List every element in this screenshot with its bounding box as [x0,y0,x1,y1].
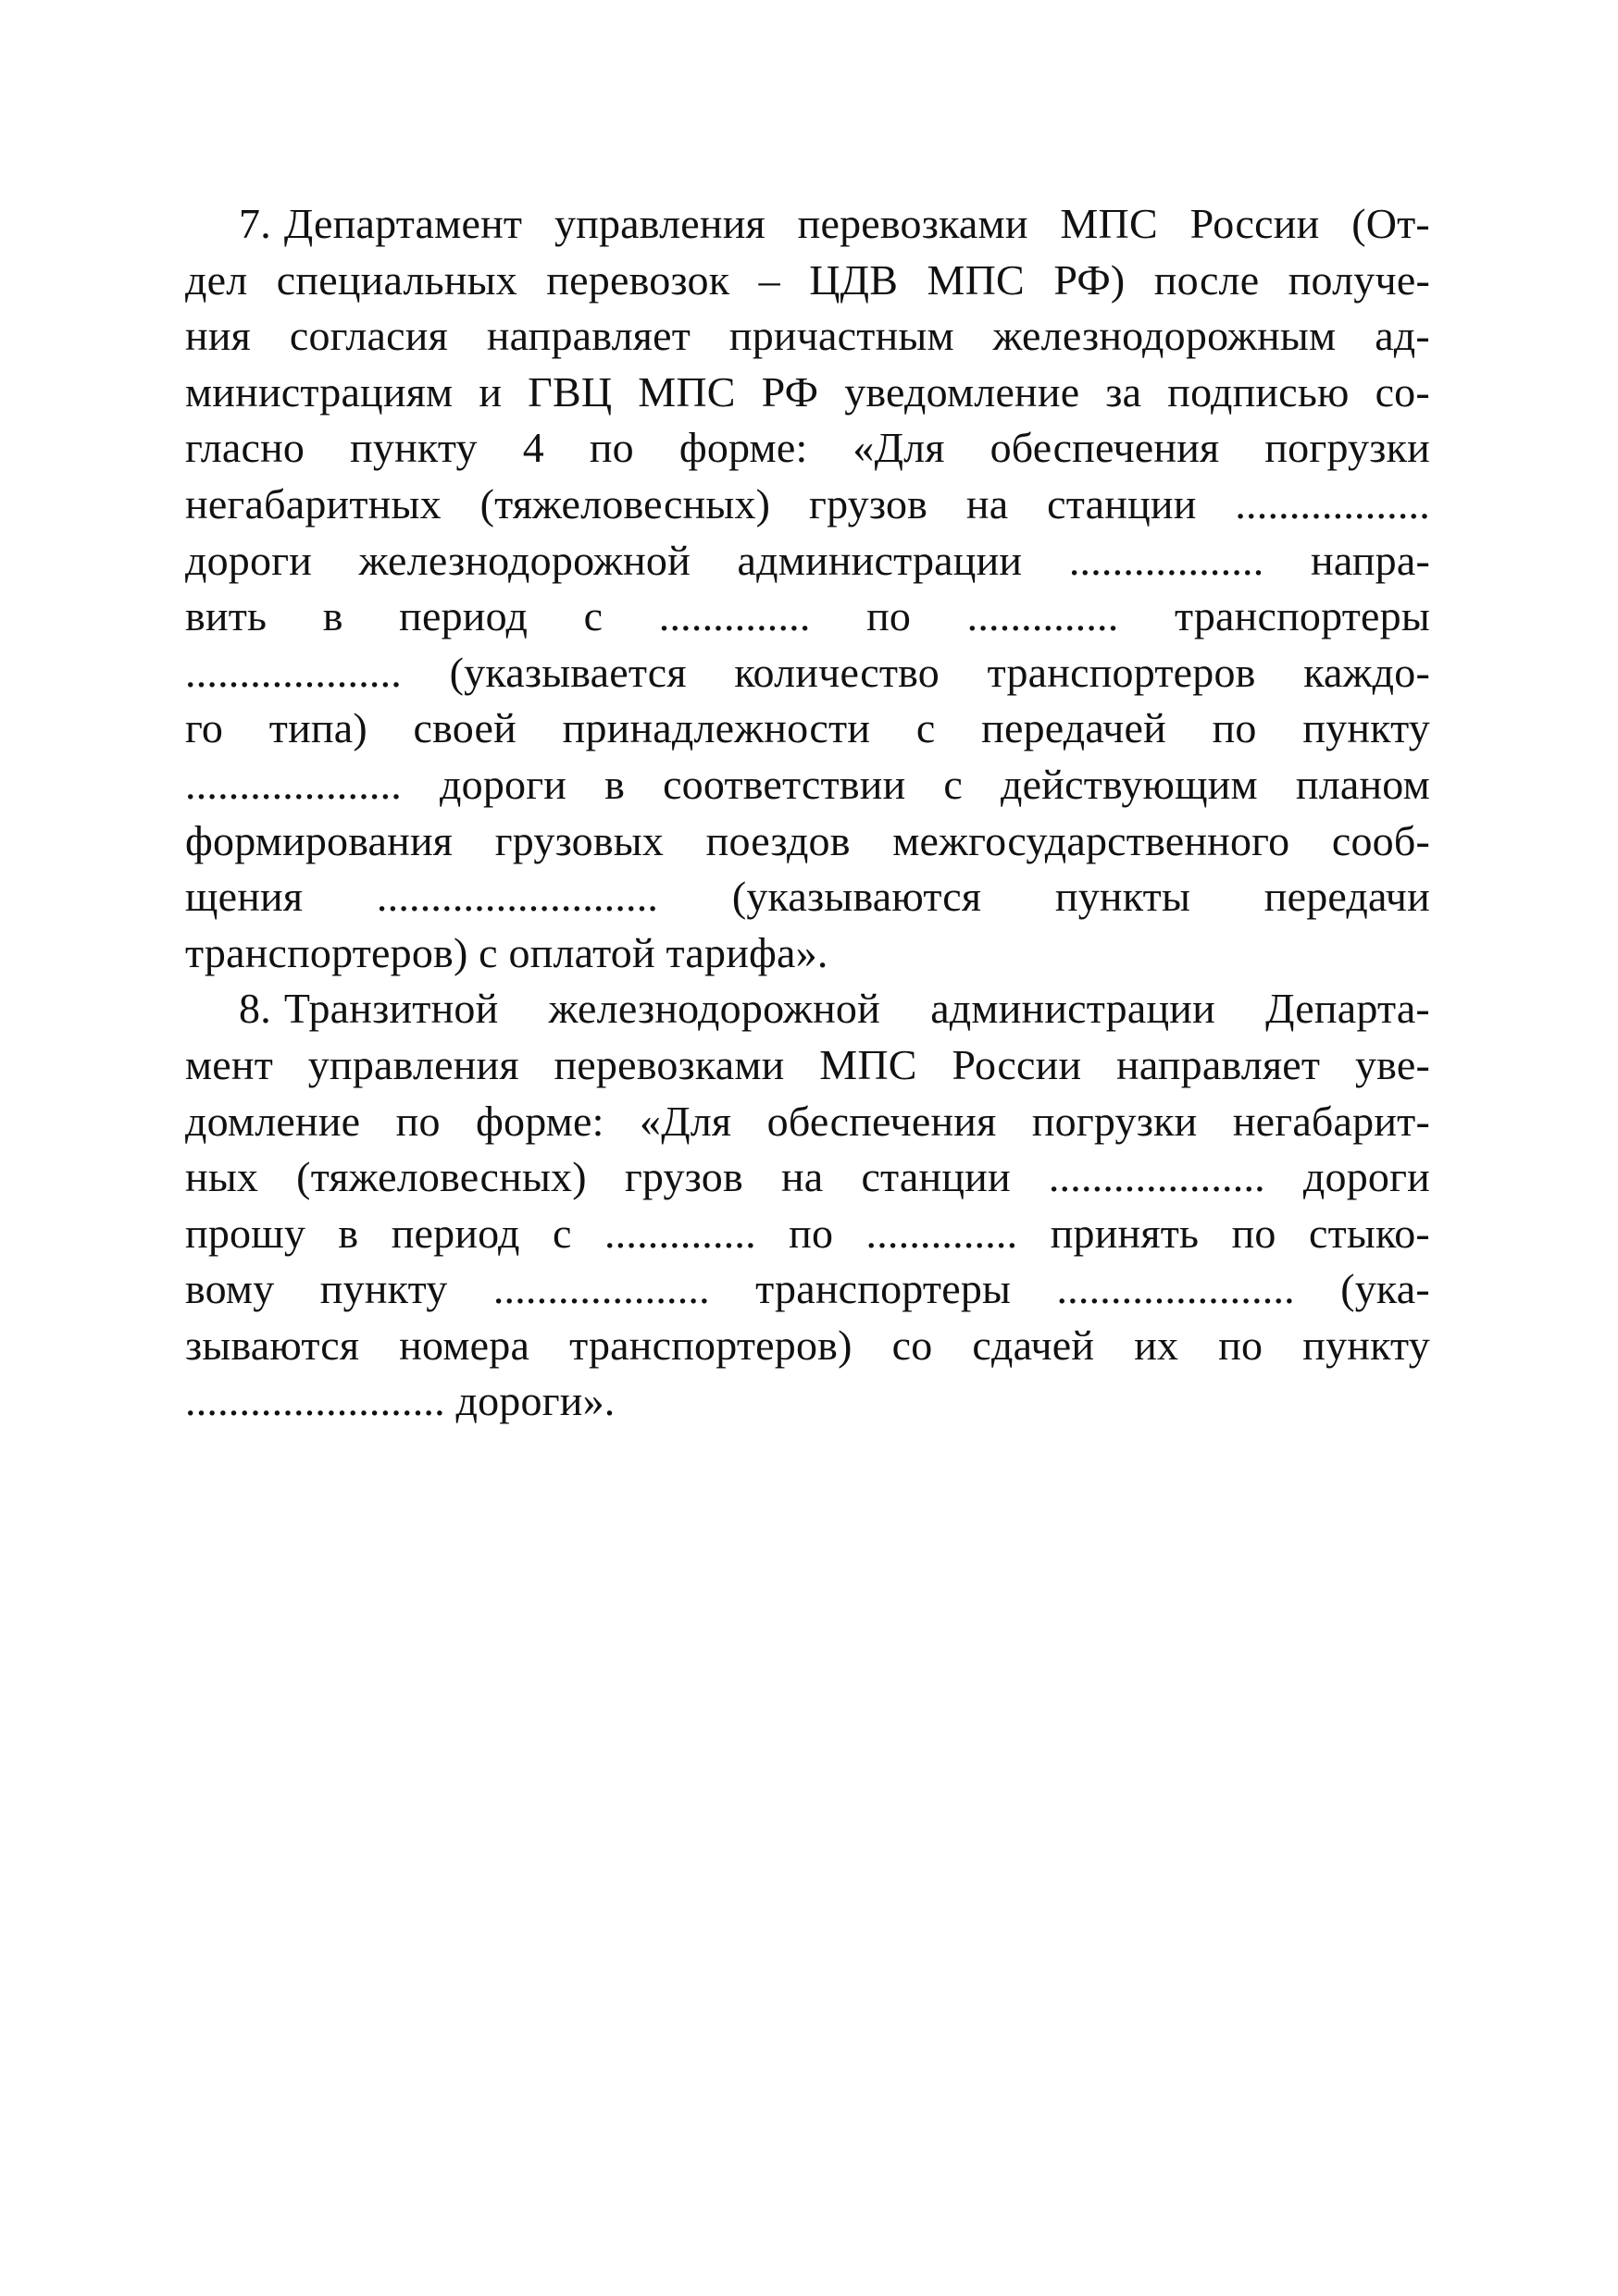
word: грузов [624,1153,743,1201]
word: с [583,592,604,640]
word: Департамент [283,200,523,247]
word: МПС [638,367,736,416]
word: в [338,1209,359,1257]
word: уведомление [844,367,1080,416]
word: в [322,592,343,640]
word: сооб- [1331,816,1430,864]
word: пункту [1302,704,1430,752]
word: период [391,1209,520,1257]
word: .................... [185,760,402,808]
word: пункту [1302,1321,1430,1369]
word: каждо- [1303,648,1430,696]
word: по [395,1097,441,1145]
word: управления [554,200,765,247]
word: негабарит- [1232,1097,1430,1145]
paragraph-number: 8. [239,985,271,1033]
word: вому [185,1265,275,1313]
word: обеспечения [989,424,1220,472]
word: (тяжеловесных) [479,479,771,527]
word: со [891,1321,933,1369]
word: и [479,367,503,416]
word: мент [185,1040,274,1088]
word: с [552,1209,572,1257]
word: их [1134,1321,1179,1369]
word: по [1212,704,1257,752]
text-line [185,1206,1430,1262]
line-text [185,869,1430,925]
word: по [589,424,634,472]
line-text [185,533,1430,590]
word: .......................... [376,873,659,921]
text-line [185,196,1430,253]
text-line [185,757,1430,813]
word: МПС [1060,200,1158,247]
line-text [185,1261,1430,1318]
word: .................. [1235,479,1430,527]
word: за [1105,367,1142,416]
line-text [185,1094,1430,1150]
word: по [1231,1209,1276,1257]
word: домление [185,1097,361,1145]
word: «Для [853,424,945,472]
word: после [1153,255,1260,304]
word: транспортеры [1174,592,1430,640]
text-line [185,420,1430,477]
text-line [185,253,1430,309]
word: в [604,760,626,808]
word: на [965,479,1009,527]
word: специальных [276,255,517,304]
word: .............. [658,592,811,640]
word: России [952,1040,1082,1088]
word: пункту [319,1265,448,1313]
text-line [185,589,1430,645]
word: (указываются [731,873,982,921]
word: сдачей [972,1321,1095,1369]
word: железнодорожным [992,312,1337,360]
line-text [185,308,1430,365]
word: дороги [1302,1153,1430,1201]
word: обеспечения [766,1097,997,1145]
word: направляет [486,312,691,360]
word: форме: [678,424,808,472]
text-line [185,1261,1430,1318]
word: администрации [930,985,1215,1033]
word: вить [185,592,268,640]
word: гласно [185,424,305,472]
text-line [185,813,1430,870]
word: пункты [1054,873,1191,921]
word: – [758,255,780,304]
word: го [185,704,224,752]
text-line [185,981,1430,1037]
text-line [185,308,1430,365]
word: ад- [1375,312,1430,360]
word: со- [1375,367,1430,416]
word: своей [413,704,517,752]
document-text [185,196,1430,1430]
word: погрузки [1031,1097,1198,1145]
word: .................. [1068,536,1264,584]
text-line [185,925,1430,982]
word: дороги [185,536,313,584]
word: РФ) [1053,255,1126,304]
word: принадлежности [562,704,871,752]
line-text: ........................ дороги». [185,1377,616,1425]
word: РФ [761,367,819,416]
word: причастным [728,312,954,360]
word: зываются [185,1321,360,1369]
word: .................... [185,648,402,696]
word: на [780,1153,824,1201]
text-line [185,645,1430,701]
word: напра- [1311,536,1430,584]
text-line [185,1094,1430,1150]
line-text [185,1206,1430,1262]
word: Департа- [1265,985,1430,1033]
text-line [185,365,1430,421]
line-text [185,589,1430,645]
word: ЦДВ [809,255,899,304]
text-line [185,869,1430,925]
line-text [185,1037,1430,1094]
word: .................... [1048,1153,1265,1201]
word: железнодорожной [548,985,880,1033]
text-line [185,1037,1430,1094]
word: форме: [476,1097,604,1145]
word: транспортеров [987,648,1256,696]
word: ГВЦ [528,367,613,416]
word: .................... [492,1265,710,1313]
word: МПС [819,1040,917,1088]
word: станции [1047,479,1197,527]
text-line [185,533,1430,590]
word: номера [399,1321,530,1369]
line-text [185,1149,1430,1206]
word: соответствии [663,760,906,808]
word: (От- [1351,200,1430,247]
word: ных [185,1153,259,1201]
word: принять [1050,1209,1200,1257]
line-text [185,365,1430,421]
line-text [185,477,1430,533]
word: период [399,592,529,640]
word: уве- [1354,1040,1430,1088]
word: Транзитной [283,985,499,1033]
text-line [185,1318,1430,1374]
word: действующим [1001,760,1258,808]
word: по [866,592,912,640]
line-text [185,757,1430,813]
word: управления [307,1040,519,1088]
word: по [1218,1321,1263,1369]
word: администрации [737,536,1023,584]
word: перевозками [554,1040,785,1088]
text-line [185,1373,1430,1430]
word: с [943,760,964,808]
word: МПС [927,255,1025,304]
word: грузов [809,479,928,527]
line-text [185,645,1430,701]
word: транспортеры [755,1265,1012,1313]
text-line [185,1149,1430,1206]
word: щения [185,873,304,921]
word: станции [861,1153,1011,1201]
word: (указывается [449,648,687,696]
word: России [1189,200,1320,247]
line-text [185,701,1430,757]
word: транспортеров) [569,1321,853,1369]
word: .............. [865,1209,1018,1257]
word: (тяжеловесных) [296,1153,587,1201]
word: пункту [350,424,478,472]
word: .............. [604,1209,756,1257]
word: с [915,704,936,752]
word: перевозок [546,255,730,304]
word: согласия [289,312,448,360]
word: направляет [1116,1040,1321,1088]
word: железнодорожной [358,536,691,584]
word: стыко- [1308,1209,1430,1257]
word: прошу [185,1209,306,1257]
word: межгосударственного [892,816,1290,864]
line-text [185,253,1430,309]
word: (ука- [1340,1265,1430,1313]
word: дел [185,255,248,304]
word: передачи [1263,873,1430,921]
line-text [185,420,1430,477]
word: министрациям [185,367,454,416]
word: подписью [1167,367,1350,416]
word: количество [734,648,940,696]
word: получе- [1288,255,1430,304]
line-text [284,196,1430,253]
word: погрузки [1264,424,1430,472]
word: «Для [640,1097,732,1145]
word: .............. [966,592,1119,640]
word: поездов [705,816,851,864]
word: типа) [268,704,367,752]
word: грузовых [494,816,665,864]
word: по [789,1209,834,1257]
word: негабаритных [185,479,442,527]
line-text [284,981,1430,1037]
text-line [185,701,1430,757]
paragraph-number: 7. [239,200,271,247]
text-line [185,477,1430,533]
line-text [185,1318,1430,1374]
word: передачей [981,704,1166,752]
line-text: транспортеров) с оплатой тарифа». [185,928,828,976]
word: планом [1295,760,1430,808]
word: 4 [522,424,544,472]
line-text [185,813,1430,870]
word: перевозками [797,200,1028,247]
word: ния [185,312,251,360]
word: дороги [440,760,567,808]
word: ...................... [1056,1265,1295,1313]
word: формирования [185,816,454,864]
